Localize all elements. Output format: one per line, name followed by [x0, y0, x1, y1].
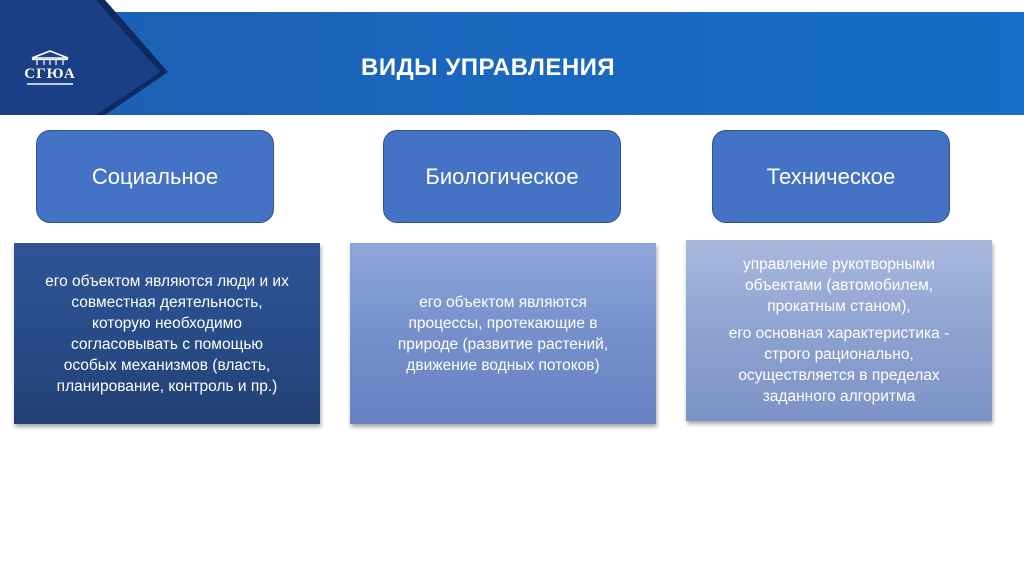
category-box-technical	[712, 130, 950, 223]
description-box-social	[14, 243, 320, 424]
description-box-biological	[350, 243, 656, 424]
category-label-technical: Техническое	[766, 163, 896, 189]
logo-underline	[25, 82, 75, 86]
description-line: объектами (автомобилем,	[744, 277, 934, 294]
university-logo	[18, 50, 82, 94]
description-paragraph-2	[729, 323, 949, 407]
description-line: планирование, контроль и пр.)	[56, 377, 278, 395]
category-box-biological	[383, 130, 621, 223]
building-icon	[28, 50, 72, 66]
description-box-technical	[686, 240, 992, 421]
category-box-social	[36, 130, 274, 223]
description-line: прокатным станом),	[767, 298, 911, 315]
description-line: заданного алгоритма	[762, 388, 916, 405]
description-paragraph-1	[743, 254, 935, 317]
description-line: его основная характеристика -	[728, 325, 950, 342]
description-line: осуществляется в пределах	[738, 367, 940, 384]
page-title: ВИДЫ УПРАВЛЕНИЯ	[361, 54, 616, 81]
description-line: природе (развитие растений,	[397, 335, 609, 353]
description-line: строго рационально,	[764, 346, 914, 363]
description-line: процессы, протекающие в	[408, 314, 598, 332]
category-label-social: Социальное	[91, 163, 219, 189]
description-line: его объектом являются	[419, 293, 587, 311]
description-line: управление рукотворными	[743, 256, 935, 273]
logo-text: СГЮА	[24, 66, 76, 82]
description-line: особых механизмов (власть,	[63, 356, 271, 374]
description-line: движение водных потоков)	[406, 356, 600, 374]
description-line: его объектом являются люди и их	[45, 272, 289, 290]
description-line: согласовывать с помощью	[70, 335, 264, 353]
description-line: совместная деятельность,	[71, 293, 263, 311]
category-label-biological: Биологическое	[425, 163, 579, 189]
description-line: которую необходимо	[92, 314, 242, 332]
